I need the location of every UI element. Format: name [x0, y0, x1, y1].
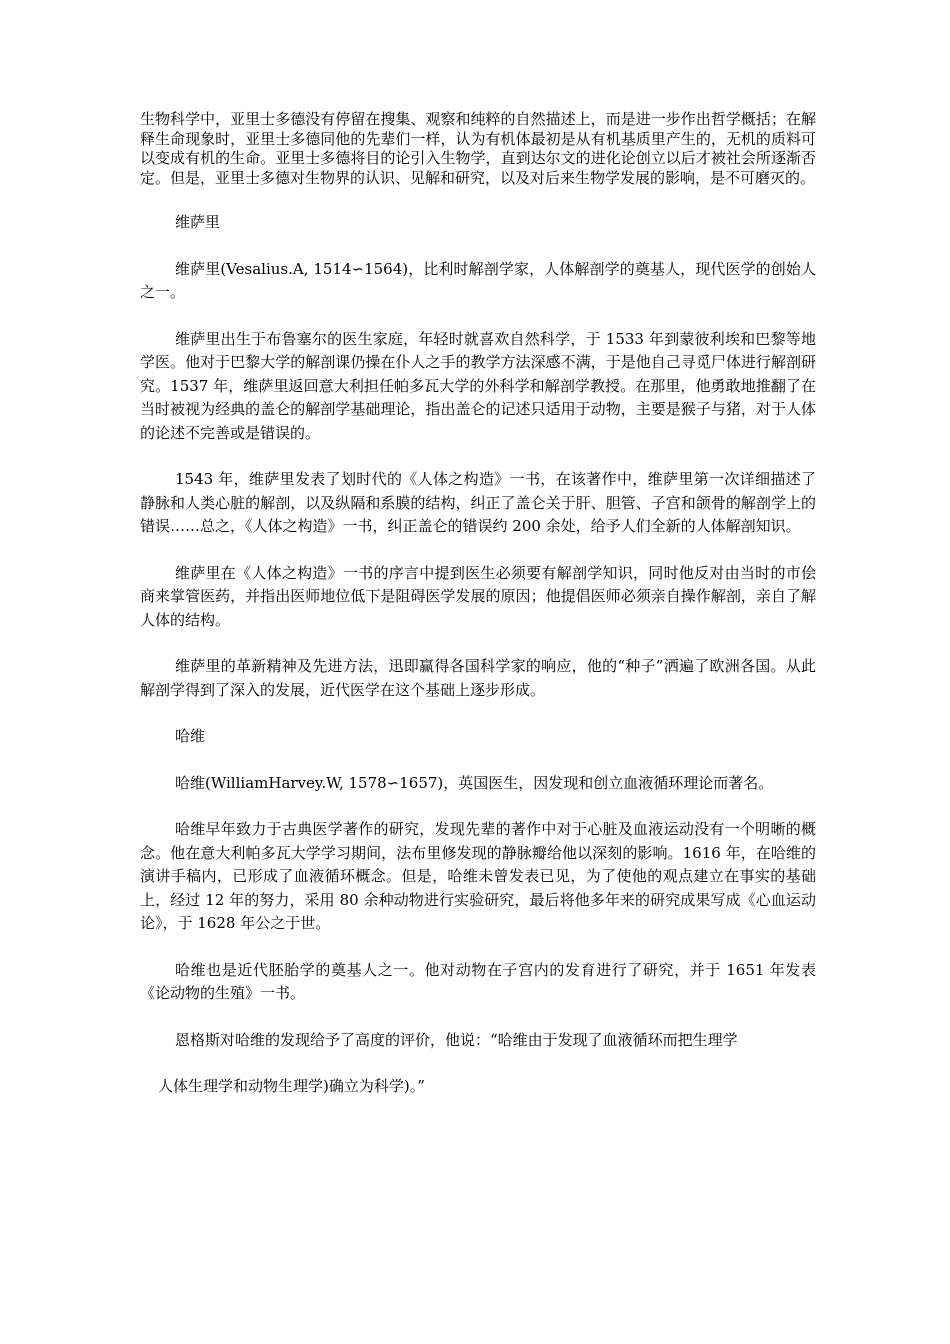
paragraph-harvey-intro: 哈维(WilliamHarvey.W, 1578∽1657)，英国医生，因发现和创立血液循环理论而著名。	[175, 773, 774, 792]
paragraph-engels-quote-continued: 人体生理学和动物生理学)确立为科学)。”	[158, 1077, 425, 1095]
paragraph-vesalius-preface: 维萨里在《人体之构造》一书的序言中提到医生必须要有解剖学知识，同时他反对由当时的市侩商来掌管医药，并指出医师地位低下是阻碍医学发展的原因；他提倡医师必须亲自操作解剖，亲自了解人体的结构。	[140, 563, 816, 629]
section-heading-vesalius: 维萨里	[175, 213, 221, 231]
paragraph-aristotle-conclusion: 生物科学中，亚里士多德没有停留在搜集、观察和纯粹的自然描述上，而是进一步作出哲学概括；在解释生命现象时，亚里士多德同他的先辈们一样，认为有机体最初是从有机基质里产生的，无机的质料可以变成有机的生命。亚里士多德将目的论引入生物学，直到达尔文的进化论创立以后才被社会所逐渐否定。但是，亚里士多德对生物界的认识、见解和研究，以及对后来生物学发展的影响，是不可磨灭的。	[140, 110, 816, 187]
paragraph-vesalius-fabrica: 1543 年，维萨里发表了划时代的《人体之构造》一书，在该著作中，维萨里第一次详细描述了静脉和人类心脏的解剖，以及纵隔和系膜的结构，纠正了盖仑关于肝、胆管、子宫和颌骨的解剖学上的错误……总之，《人体之构造》一书，纠正盖仑的错误约 200 余处，给予人们全新的人体解剖知识。	[140, 470, 816, 535]
document-body	[140, 110, 816, 1099]
paragraph-vesalius-early-life: 维萨里出生于布鲁塞尔的医生家庭，年轻时就喜欢自然科学，于 1533 年到蒙彼利埃和巴黎等地学医。他对于巴黎大学的解剖课仍操在仆人之手的教学方法深感不满，于是他自己寻觅尸体进行解剖研究。1537 年，维萨里返回意大利担任帕多瓦大学的外科学和解剖学教授。在那里，他勇敢地推翻了在当时被视为经典的盖仑的解剖学基础理论，指出盖仑的记述只适用于动物，主要是猴子与猪，对于人体的论述不完善或是错误的。	[140, 329, 816, 442]
section-heading-harvey: 哈维	[175, 727, 206, 745]
paragraph-harvey-research: 哈维早年致力于古典医学著作的研究，发现先辈的著作中对于心脏及血液运动没有一个明晰的概念。他在意大利帕多瓦大学学习期间，法布里修发现的静脉瓣给他以深刻的影响。1616 年，在哈维的演讲手稿内，已形成了血液循环概念。但是，哈维未曾发表已见，为了使他的观点建立在事实的基础上，经过 12 年的努力，采用 80 余种动物进行实验研究，最后将他多年来的研究成果写成《心血运动论》，于 1628 年公之于世。	[140, 820, 816, 932]
paragraph-vesalius-intro: 维萨里(Vesalius.A, 1514∽1564)，比利时解剖学家，人体解剖学的奠基人，现代医学的创始人之一。	[140, 259, 816, 301]
paragraph-harvey-embryology: 哈维也是近代胚胎学的奠基人之一。他对动物在子宫内的发育进行了研究，并于 1651 年发表《论动物的生殖》一书。	[140, 960, 816, 1002]
paragraph-engels-quote: 恩格斯对哈维的发现给予了高度的评价，他说：“哈维由于发现了血液循环而把生理学	[175, 1030, 738, 1049]
paragraph-vesalius-influence: 维萨里的革新精神及先进方法，迅即赢得各国科学家的响应，他的“种子”洒遍了欧洲各国。从此解剖学得到了深入的发展，近代医学在这个基础上逐步形成。	[140, 657, 816, 699]
